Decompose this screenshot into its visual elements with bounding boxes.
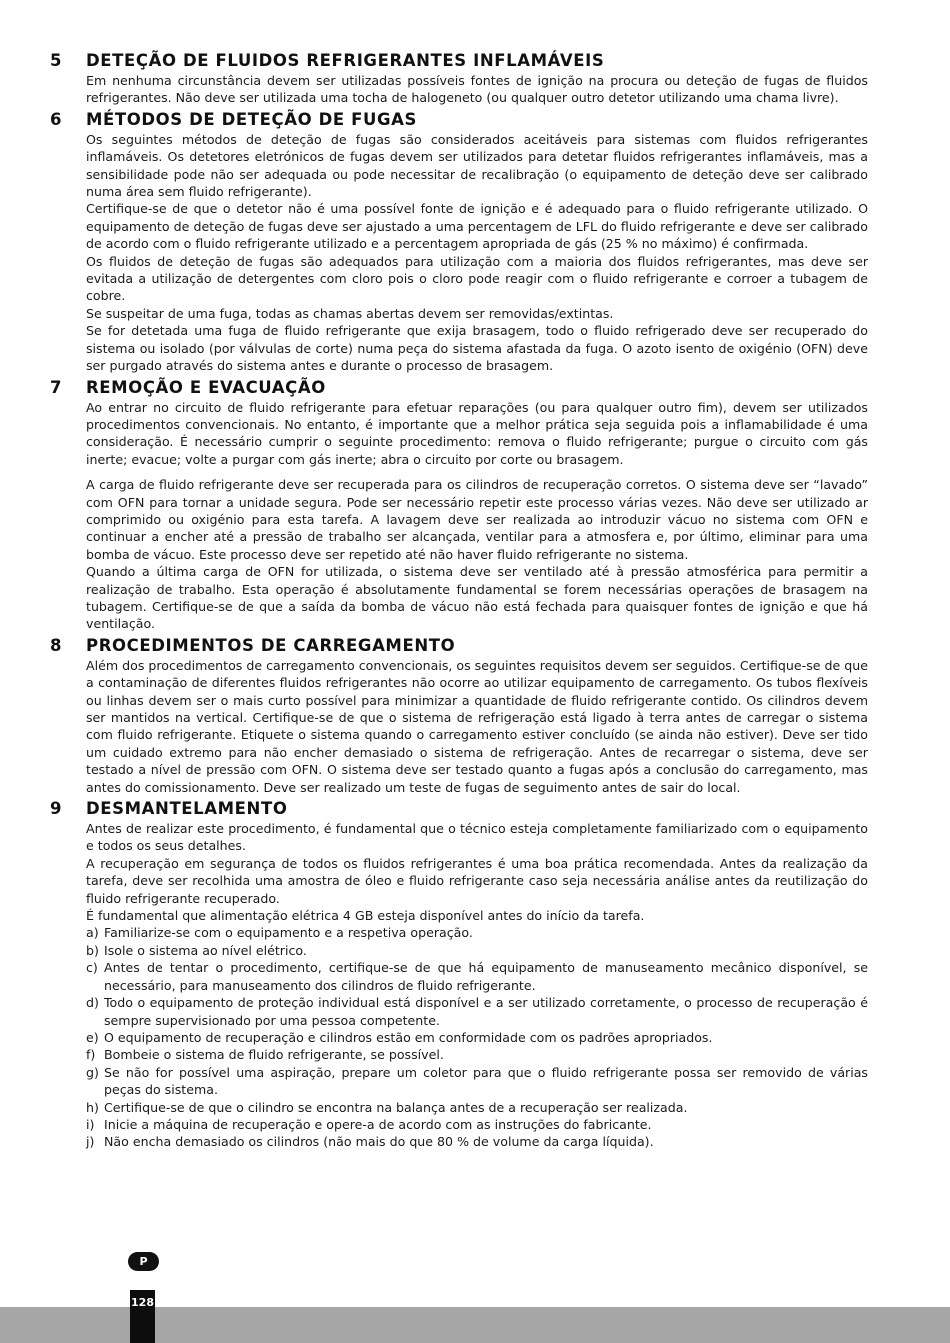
paragraph: É fundamental que alimentação elétrica 4 GB esteja disponível antes do início da tarefa. [86, 908, 645, 924]
paragraph: Os fluidos de deteção de fugas são adequados para utilização com a maioria dos fluidos refrigerantes, mas deve ser evitada a utilização de detergentes com cloro pois o cloro pode reagir com o fluido refrigerante e corroer a tubagem de cobre. [86, 253, 868, 304]
paragraph: Antes de realizar este procedimento, é fundamental que o técnico esteja completamente familiarizado com o equipamento e todos os seus detalhes. [86, 821, 868, 854]
list-item-text: Isole o sistema ao nível elétrico. [104, 942, 307, 958]
list-item [86, 1099, 868, 1116]
section-body [86, 131, 868, 375]
list-item [86, 1064, 868, 1099]
list-item-text: Antes de tentar o procedimento, certifique-se de que há equipamento de manuseamento mecânico disponível, se necessário, para manuseamento dos cilindros de fluido refrigerante. [104, 960, 868, 993]
list-item-label: g) [86, 1064, 99, 1080]
list-item-text: Certifique-se de que o cilindro se encontra na balança antes de a recuperação ser realizada. [104, 1099, 688, 1115]
section-title: DETEÇÃO DE FLUIDOS REFRIGERANTES INFLAMÁVEIS [86, 51, 605, 70]
section-title: DESMANTELAMENTO [86, 799, 288, 819]
list-item [86, 1116, 868, 1133]
section-number: 5 [50, 51, 63, 70]
paragraph: Ao entrar no circuito de fluido refrigerante para efetuar reparações (ou para qualquer outro fim), devem ser utilizados procedimentos convencionais. No entanto, é importante que a melhor prática seja seguida pois a inflamabilidade é uma consideração. É necessário cumprir o seguinte procedimento: remova o fluido refrigerante; purgue o circuito com gás inerte; evacue; volte a purgar com gás inerte; abra o circuito por corte ou brasagem. [86, 399, 868, 467]
section-heading [50, 798, 868, 820]
list-item [86, 959, 868, 994]
list-item [86, 1133, 868, 1150]
list-item-label: j) [86, 1134, 95, 1150]
list-item-text: Inicie a máquina de recuperação e opere-a de acordo com as instruções do fabricante. [104, 1116, 652, 1132]
list-item [86, 942, 868, 959]
section-body [86, 399, 868, 633]
list-item-label: a) [86, 925, 99, 941]
section-number: 6 [50, 109, 63, 129]
section-7 [50, 377, 868, 633]
list-item-text: Se não for possível uma aspiração, prepare um coletor para que o fluido refrigerante possa ser removido de várias peças do sistema. [104, 1064, 868, 1098]
paragraph: Se suspeitar de uma fuga, todas as chamas abertas devem ser removidas/extintas. [86, 305, 614, 321]
paragraph: Se for detetada uma fuga de fluido refrigerante que exija brasagem, todo o fluido refrigerado deve ser recuperado do sistema ou isolado (por válvulas de corte) numa peça do sistema afastada da fuga. O azoto isento de oxigénio (OFN) deve ser purgado através do sistema antes e durante o processo de brasagem. [86, 323, 868, 374]
section-body [86, 657, 868, 796]
list-item [86, 994, 868, 1029]
page-number: 128 [130, 1290, 155, 1343]
section-heading [50, 635, 868, 657]
section-title: MÉTODOS DE DETEÇÃO DE FUGAS [86, 109, 417, 129]
section-title: PROCEDIMENTOS DE CARREGAMENTO [86, 635, 456, 655]
paragraph: Quando a última carga de OFN for utilizada, o sistema deve ser ventilado até à pressão atmosférica para permitir a realização de trabalho. Esta operação é absolutamente fundamental se forem necessárias operações de brasagem na tubagem. Certifique-se de que a saída da bomba de vácuo não está fechada para quaisquer fontes de ignição e que há ventilação. [86, 564, 868, 632]
section-heading [50, 109, 868, 131]
list-item-label: i) [86, 1116, 95, 1132]
section-heading [50, 50, 868, 72]
section-title: REMOÇÃO E EVACUAÇÃO [86, 377, 326, 397]
list-item [86, 1029, 868, 1046]
list-item-label: h) [86, 1099, 99, 1115]
list-item-label: f) [86, 1047, 96, 1063]
list-item-text: Familiarize-se com o equipamento e a respetiva operação. [104, 925, 473, 941]
list-item [86, 924, 868, 941]
paragraph: Os seguintes métodos de deteção de fugas são considerados aceitáveis para sistemas com fluidos refrigerantes inflamáveis. Os detetores eletrónicos de fugas devem ser utilizados para detetar fluidos refrigerantes inflamáveis, mas a sensibilidade pode não ser adequada ou pode necessitar de recalibração (o equipamento de deteção deve ser calibrado numa área sem fluido refrigerante). [86, 131, 868, 200]
section-number: 9 [50, 799, 63, 819]
paragraph: Além dos procedimentos de carregamento convencionais, os seguintes requisitos devem ser seguidos. Certifique-se de que a contaminação de diferentes fluidos refrigerantes não ocorre ao utilizar equipamento de carregamento. Os tubos flexíveis ou linhas devem ser o mais curto possível para minimizar a quantidade de fluido refrigerante contido. Os cilindros devem ser mantidos na vertical. Certifique-se de que o sistema de refrigeração está ligado à terra antes de carregar o sistema com fluido refrigerante. Etiquete o sistema quando o carregamento estiver concluído (se ainda não estiver). Deve ser tido um cuidado extremo para não encher demasiado o sistema de refrigeração. Antes de recarregar o sistema, deve ser testado a nível de pressão com OFN. O sistema deve ser testado quanto a fugas após a conclusão do carregamento, mas antes do comissionamento. Deve ser realizado um teste de fugas de seguimento antes de sair do local. [86, 657, 868, 795]
paragraph: Em nenhuma circunstância devem ser utilizadas possíveis fontes de ignição na procura ou deteção de fugas de fluidos refrigerantes. Não deve ser utilizada uma tocha de halogeneto (ou qualquer outro detetor utilizando uma chama livre). [86, 73, 868, 106]
section-number: 8 [50, 635, 63, 655]
paragraph: Certifique-se de que o detetor não é uma possível fonte de ignição e é adequado para o fluido refrigerante utilizado. O equipamento de deteção de fugas deve ser ajustado a uma percentagem de LFL do fluido refrigerante e deve ser calibrado de acordo com o fluido refrigerante utilizado e a percentagem apropriada de gás (25 % no máximo) é confirmada. [86, 201, 868, 252]
list-item-label: d) [86, 995, 99, 1011]
list-item-label: c) [86, 960, 98, 976]
list-item-label: b) [86, 942, 99, 958]
section-5 [50, 50, 868, 107]
list-item-text: Bombeie o sistema de fluido refrigerante, se possível. [104, 1047, 444, 1063]
section-body [86, 72, 868, 107]
list-item [86, 1046, 868, 1063]
section-heading [50, 377, 868, 399]
paragraph: A recuperação em segurança de todos os fluidos refrigerantes é uma boa prática recomendada. Antes da realização da tarefa, deve ser recolhida uma amostra de óleo e fluido refrigerante caso seja necessária análise antes da reutilização do fluido refrigerante recuperado. [86, 855, 868, 906]
section-body [86, 820, 868, 1151]
section-8 [50, 635, 868, 796]
section-6 [50, 109, 868, 375]
document-page [50, 50, 868, 1151]
list-item-text: O equipamento de recuperação e cilindros estão em conformidade com os padrões apropriados. [104, 1029, 713, 1045]
section-number: 7 [50, 377, 63, 397]
procedure-list [86, 924, 868, 1150]
language-badge: P [128, 1252, 159, 1271]
list-item-label: e) [86, 1029, 99, 1045]
section-9 [50, 798, 868, 1151]
list-item-text: Não encha demasiado os cilindros (não mais do que 80 % de volume da carga líquida). [104, 1134, 654, 1150]
paragraph: A carga de fluido refrigerante deve ser recuperada para os cilindros de recuperação corretos. O sistema deve ser “lavado” com OFN para tornar a unidade segura. Pode ser necessário repetir este processo várias vezes. Não deve ser utilizado ar comprimido ou oxigénio para esta tarefa. A lavagem deve ser realizada ao introduzir vácuo no sistema com OFN e continuar a encher até a pressão de trabalho ser alcançada, ventilar para a atmosfera e, por último, eliminar para uma bomba de vácuo. Este processo deve ser repetido até não haver fluido refrigerante no sistema. [86, 477, 868, 562]
list-item-text: Todo o equipamento de proteção individual está disponível e a ser utilizado corretamente, o processo de recuperação é sempre supervisionado por uma pessoa competente. [104, 995, 868, 1028]
